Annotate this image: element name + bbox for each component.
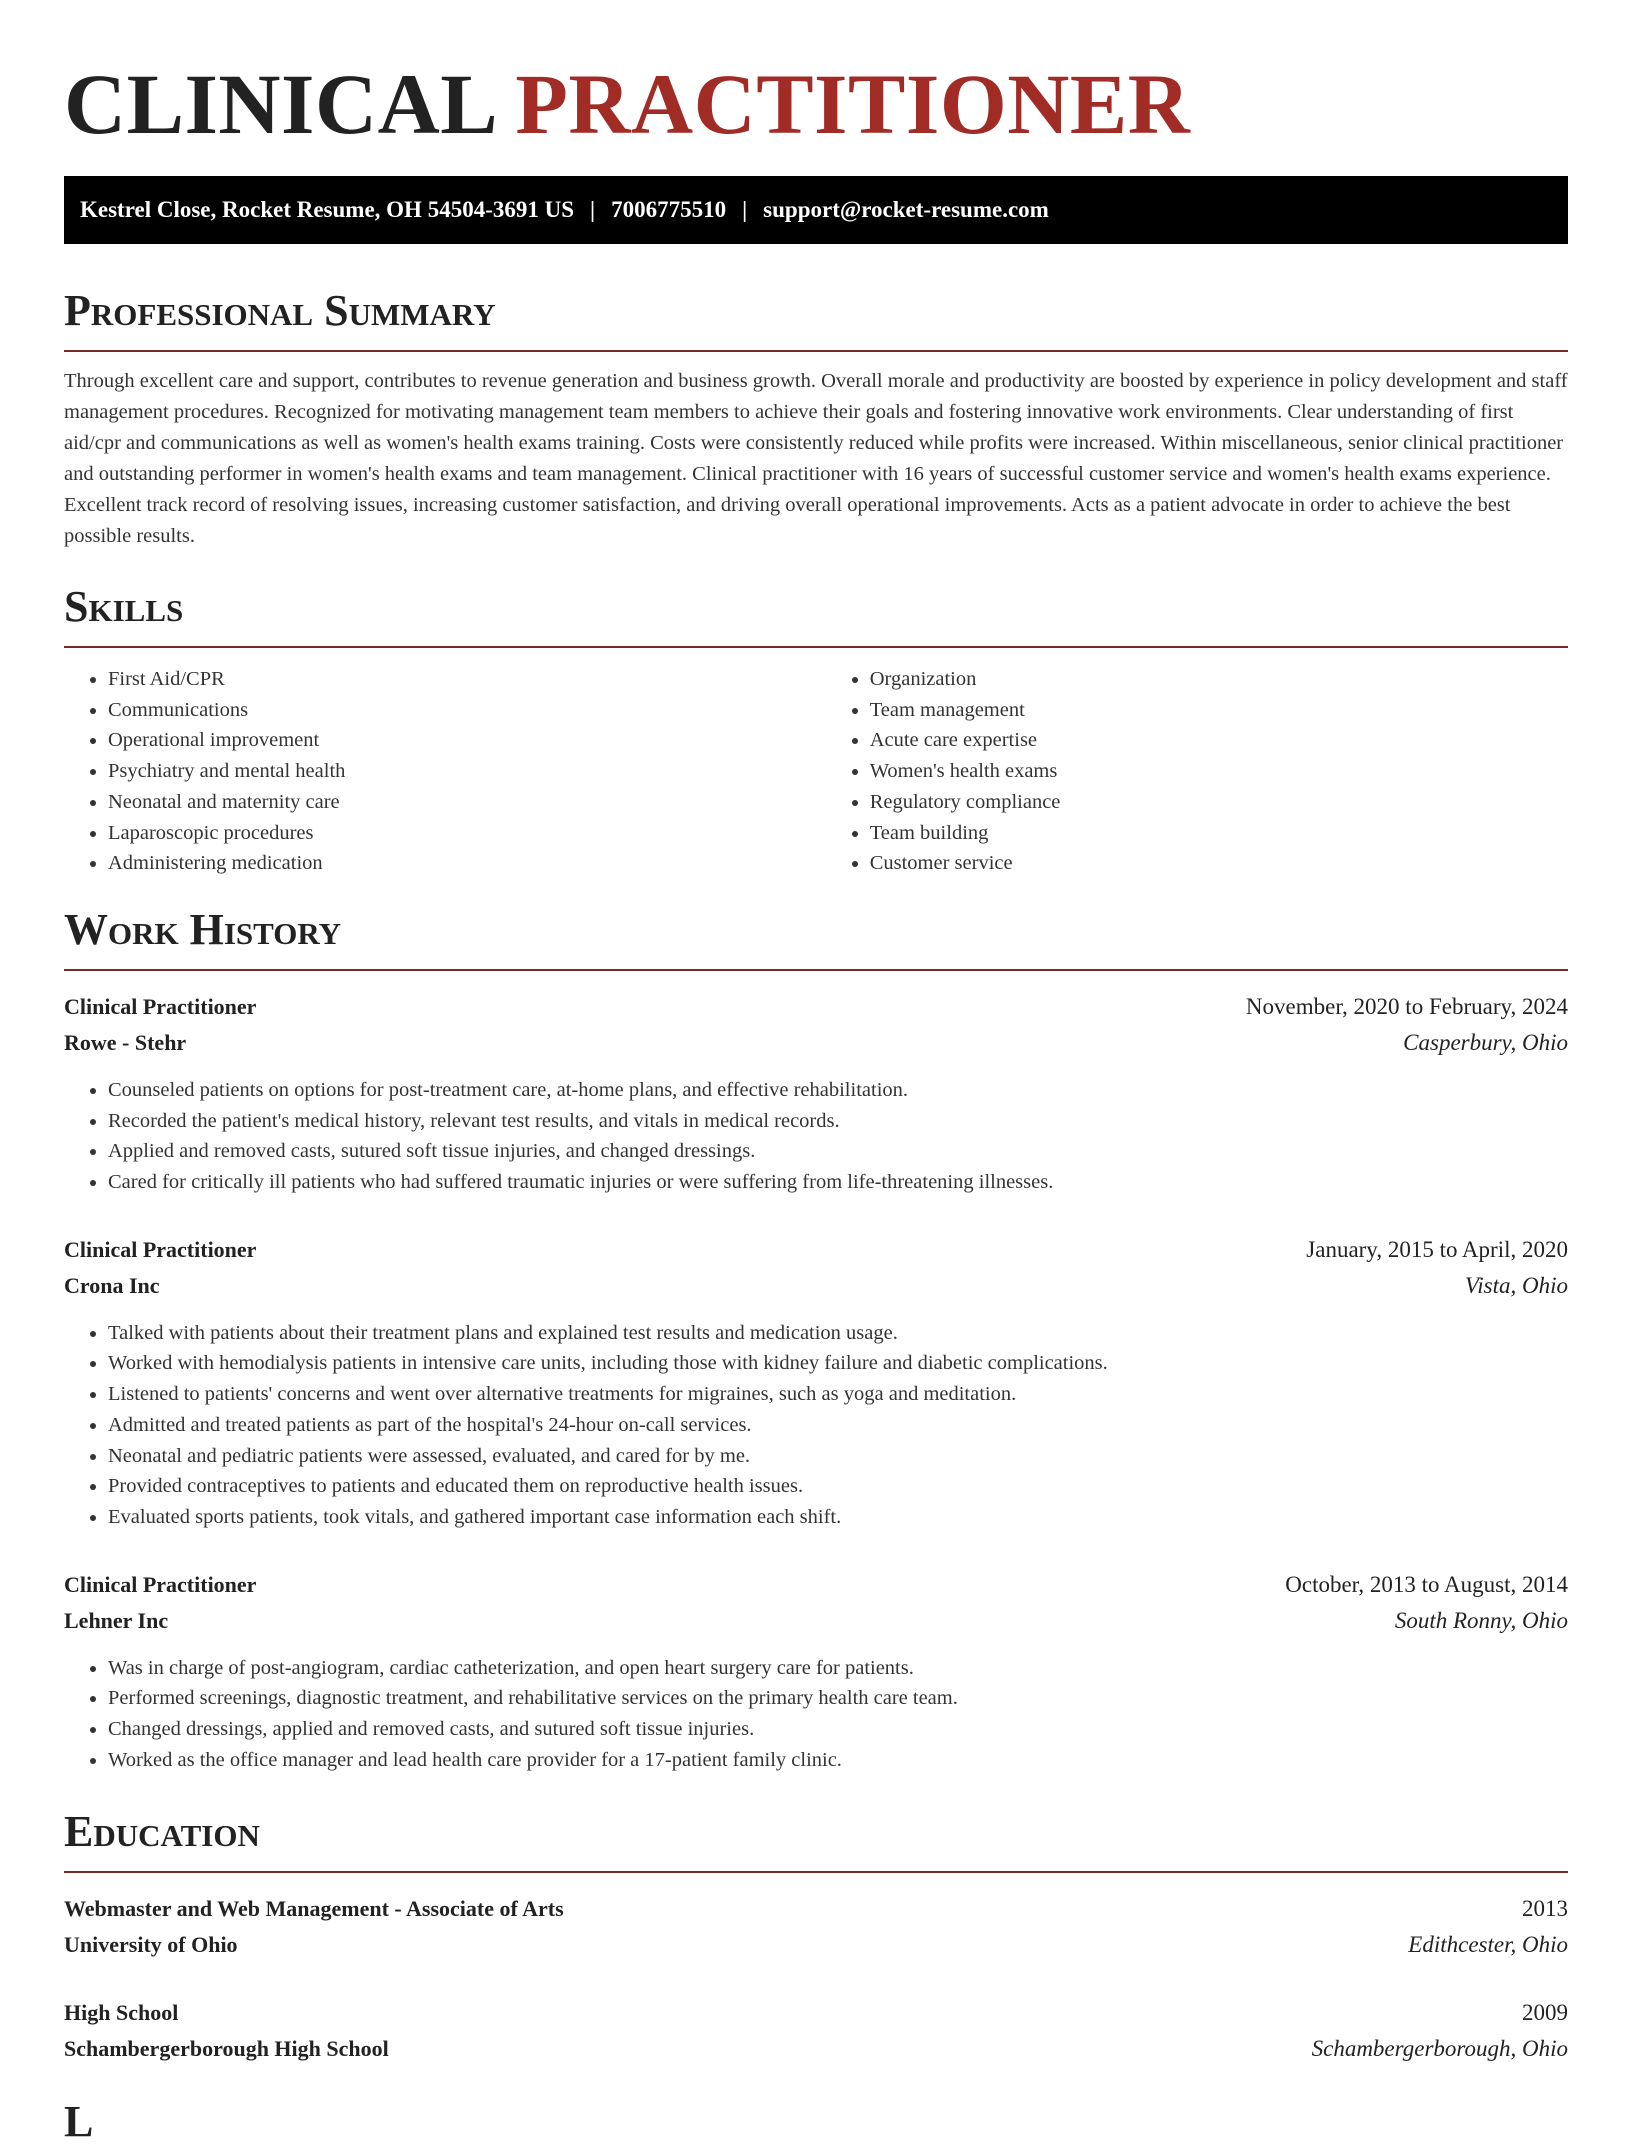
summary-text: Through excellent care and support, contributes to revenue generation and business growth. Overall morale and productivity are boosted by experience in policy development and staff management procedures. Recognized for motivating management team members to achieve their goals and fostering innovative work environments. Clear understanding of first aid/cpr and communications as well as women's health exams training. Costs were consistently reduced while profits were increased. Within miscellaneous, senior clinical practitioner and outstanding performer in women's health exams and team management. Clinical practitioner with 16 years of successful customer service and women's health exams experience. Excellent track record of resolving issues, increasing customer satisfaction, and driving overall operational improvements. Acts as a patient advocate in order to achieve the best possible results. — [64, 370, 1568, 547]
job-bullet: • Applied and removed casts, sutured soft tissue injuries, and changed dressings. — [108, 1136, 1568, 1167]
education-year: 2009 — [1522, 2000, 1568, 2026]
skill-item: • Neonatal and maternity care — [108, 787, 826, 818]
education-entry — [64, 1995, 1568, 2067]
job-bullet: • Worked with hemodialysis patients in intensive care units, including those with kidney failure and diabetic complications. — [108, 1348, 1568, 1379]
job-bullets — [64, 1318, 1568, 1533]
contact-separator: | — [742, 197, 748, 222]
job-bullet: • Neonatal and pediatric patients were assessed, evaluated, and cared for by me. — [108, 1441, 1568, 1472]
section-divider — [64, 969, 1568, 971]
contact-email: support@rocket-resume.com — [763, 197, 1049, 222]
skill-item: • Psychiatry and mental health — [108, 756, 826, 787]
skill-item: • First Aid/CPR — [108, 664, 826, 695]
job-bullet: • Recorded the patient's medical history, relevant test results, and vitals in medical records. — [108, 1106, 1568, 1137]
job-entry — [64, 1567, 1568, 1776]
skills-list — [64, 664, 1568, 879]
job-title: Clinical Practitioner — [64, 1236, 257, 1262]
section-title-summary: Professional Summary — [64, 286, 496, 335]
job-bullet: • Talked with patients about their treatment plans and explained test results and medication usage. — [108, 1318, 1568, 1349]
education-location: Edithcester, Ohio — [1408, 1932, 1568, 1958]
job-bullet: • Was in charge of post-angiogram, cardiac catheterization, and open heart surgery care for patients. — [108, 1653, 1568, 1684]
section-title-next: L — [64, 2097, 94, 2147]
name-last: PRACTITIONER — [515, 56, 1191, 152]
section-divider — [64, 350, 1568, 352]
contact-bar — [64, 176, 1568, 244]
education-location: Schambergerborough, Ohio — [1311, 2036, 1568, 2062]
skill-item: • Organization — [870, 664, 1568, 695]
skill-item: • Laparoscopic procedures — [108, 818, 826, 849]
job-bullet: • Cared for critically ill patients who had suffered traumatic injuries or were suffering from life-threatening illnesses. — [108, 1167, 1568, 1198]
job-company: Rowe - Stehr — [64, 1029, 187, 1055]
section-title-work-history: Work History — [64, 904, 342, 954]
job-bullet: • Evaluated sports patients, took vitals, and gathered important case information each shift. — [108, 1502, 1568, 1533]
job-location: Vista, Ohio — [1464, 1272, 1568, 1298]
job-dates: January, 2015 to April, 2020 — [1306, 1236, 1568, 1262]
job-location: South Ronny, Ohio — [1394, 1607, 1568, 1633]
education-degree: High School — [64, 2000, 179, 2026]
section-divider — [64, 1871, 1568, 1873]
skill-item: • Communications — [108, 695, 826, 726]
job-bullets — [64, 1653, 1568, 1776]
education-school: University of Ohio — [64, 1932, 238, 1958]
skill-item: • Team building — [870, 818, 1568, 849]
skill-item: • Women's health exams — [870, 756, 1568, 787]
skill-item: • Team management — [870, 695, 1568, 726]
resume-page — [64, 0, 1568, 2147]
job-dates: November, 2020 to February, 2024 — [1245, 993, 1568, 1019]
job-bullet: • Performed screenings, diagnostic treatment, and rehabilitative services on the primary health care team. — [108, 1683, 1568, 1714]
skill-item: • Customer service — [870, 848, 1568, 879]
section-title-skills: Skills — [64, 582, 184, 631]
job-bullet: • Listened to patients' concerns and went over alternative treatments for migraines, such as yoga and meditation. — [108, 1379, 1568, 1410]
skills-column-right — [826, 664, 1568, 879]
job-location: Casperbury, Ohio — [1403, 1029, 1568, 1055]
education-year: 2013 — [1522, 1896, 1568, 1922]
job-title: Clinical Practitioner — [64, 993, 257, 1019]
job-bullet: • Changed dressings, applied and removed casts, and sutured soft tissue injuries. — [108, 1714, 1568, 1745]
job-entry — [64, 989, 1568, 1198]
education-degree: Webmaster and Web Management - Associate of Arts — [64, 1896, 564, 1922]
contact-address: Kestrel Close, Rocket Resume, OH 54504-3691 US — [80, 197, 575, 222]
job-bullet: • Admitted and treated patients as part of the hospital's 24-hour on-call services. — [108, 1410, 1568, 1441]
job-bullet: • Counseled patients on options for post-treatment care, at-home plans, and effective rehabilitation. — [108, 1075, 1568, 1106]
name-first: CLINICAL — [64, 56, 494, 152]
contact-separator: | — [590, 197, 596, 222]
job-company: Crona Inc — [64, 1272, 160, 1298]
job-entry — [64, 1232, 1568, 1533]
skill-item: • Administering medication — [108, 848, 826, 879]
job-company: Lehner Inc — [64, 1607, 169, 1633]
job-bullet: • Provided contraceptives to patients and educated them on reproductive health issues. — [108, 1471, 1568, 1502]
job-dates: October, 2013 to August, 2014 — [1285, 1571, 1568, 1597]
education-entry — [64, 1891, 1568, 1963]
skill-item: • Regulatory compliance — [870, 787, 1568, 818]
contact-phone: 7006775510 — [611, 197, 727, 222]
skills-column-left — [64, 664, 826, 879]
education-school: Schambergerborough High School — [64, 2036, 389, 2062]
section-title-education: Education — [64, 1807, 260, 1857]
job-title: Clinical Practitioner — [64, 1571, 257, 1597]
skill-item: • Operational improvement — [108, 725, 826, 756]
resume-name — [64, 0, 1568, 176]
job-bullet: • Worked as the office manager and lead health care provider for a 17-patient family clinic. — [108, 1745, 1568, 1776]
skill-item: • Acute care expertise — [870, 725, 1568, 756]
job-bullets — [64, 1075, 1568, 1198]
section-divider — [64, 646, 1568, 648]
